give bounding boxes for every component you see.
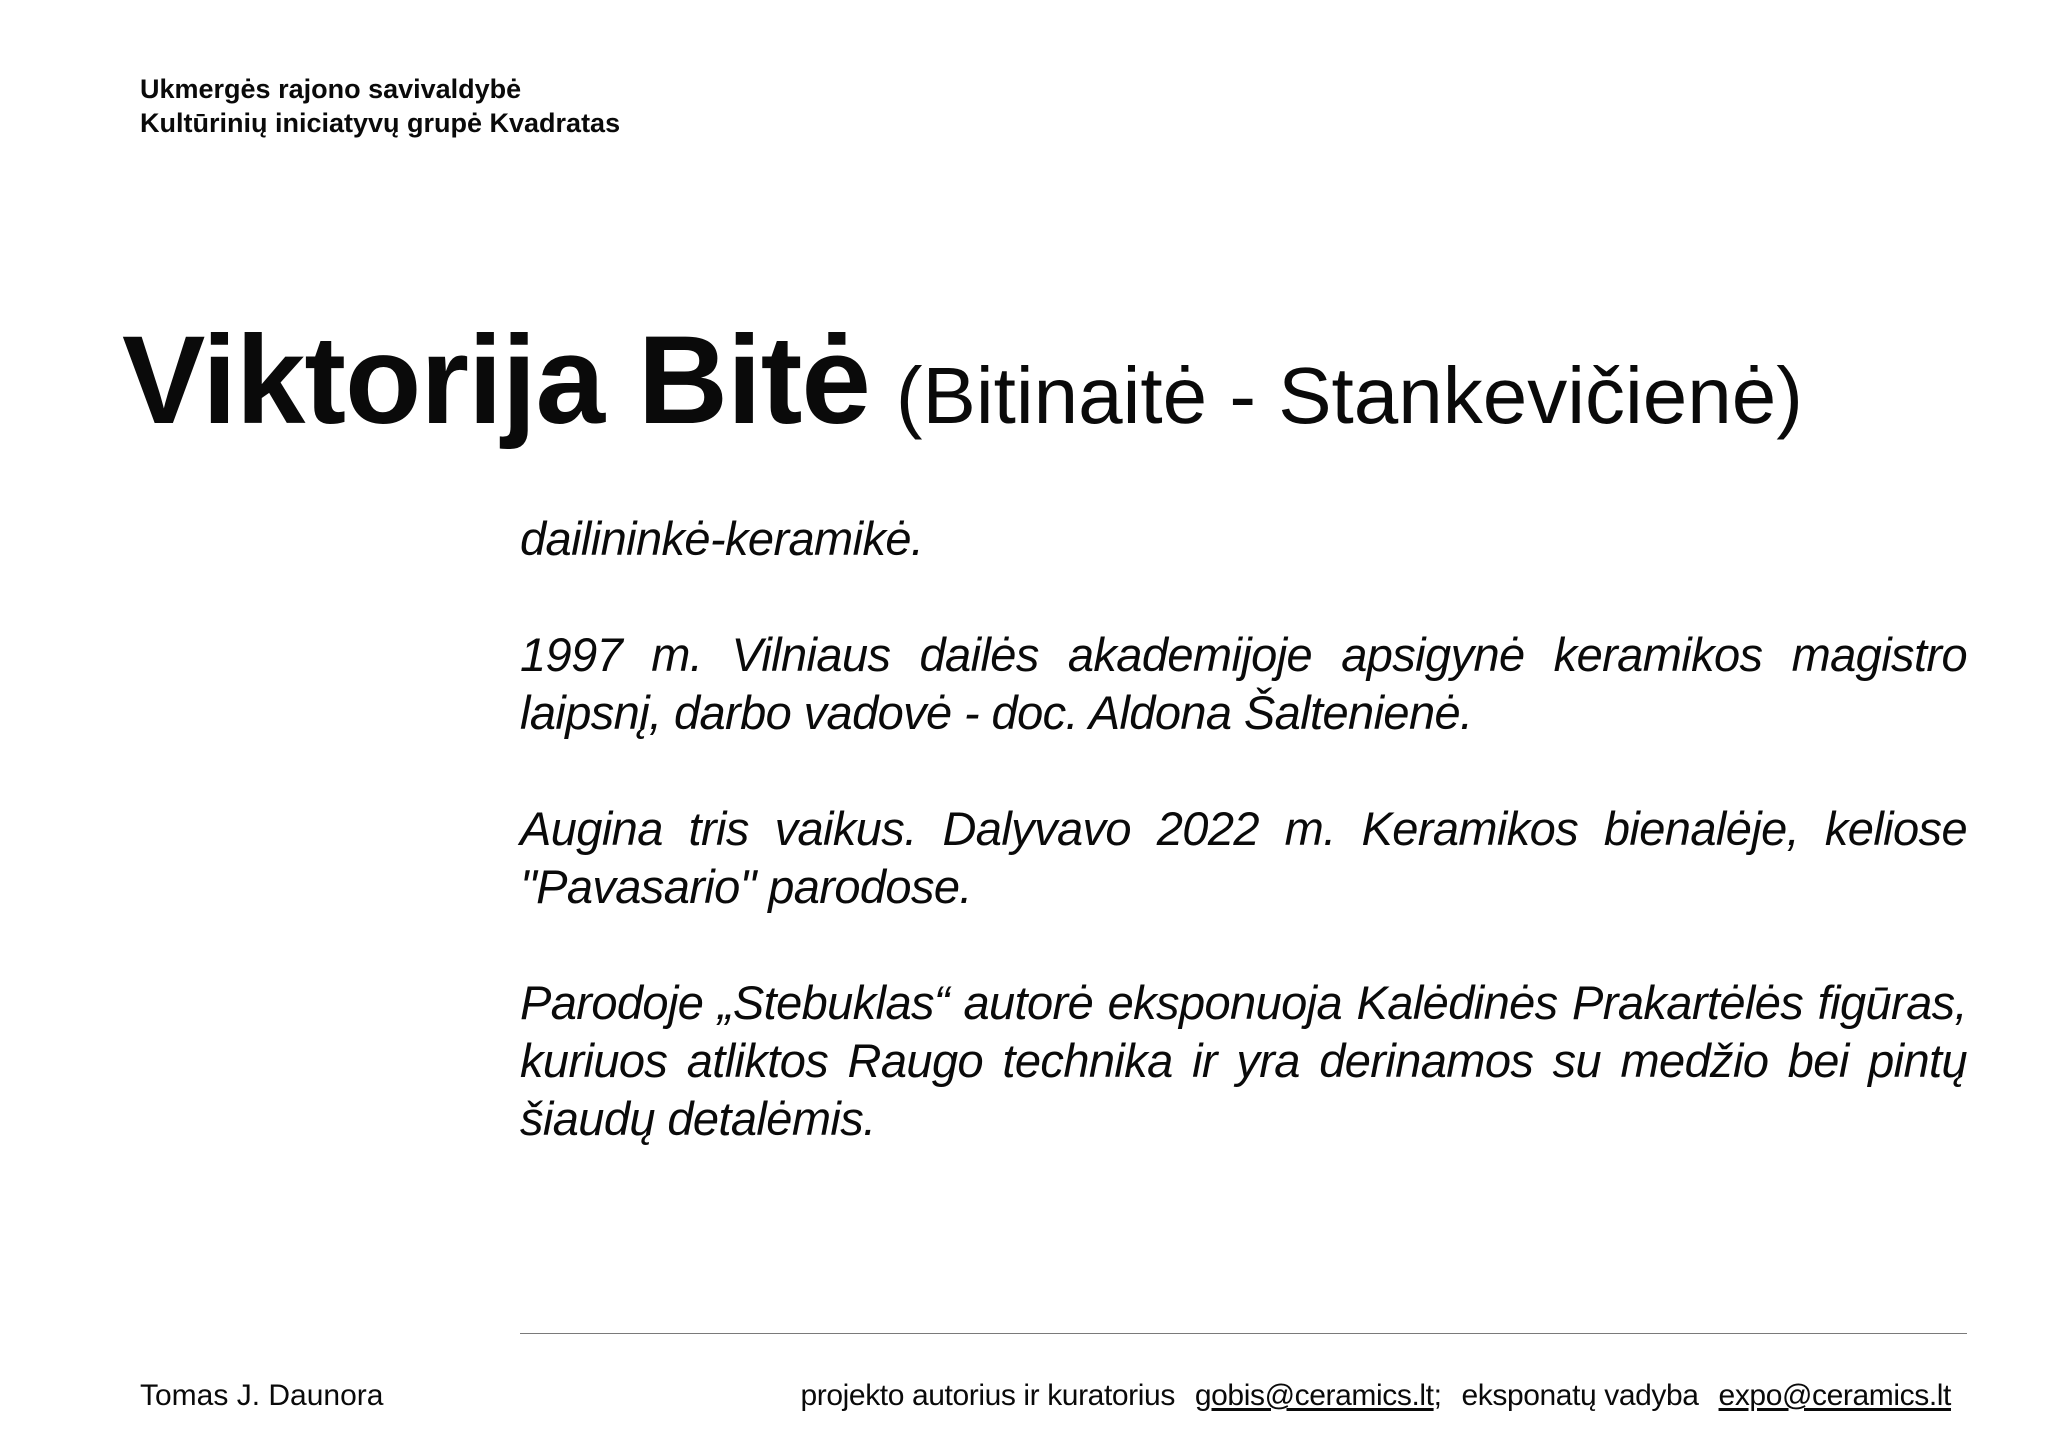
organization-header bbox=[140, 72, 620, 140]
artist-maiden-name: (Bitinaitė - Stankevičienė) bbox=[895, 351, 1803, 440]
curator-label: projekto autorius ir kuratorius bbox=[800, 1379, 1175, 1412]
organization-line-1: Ukmergės rajono savivaldybė bbox=[140, 74, 522, 104]
bio-paragraph-exhibition-works: Parodoje „Stebuklas“ autorė eksponuoja Kalėdinės Prakartėlės figūras, kuriuos atliktos Raugo technika ir yra derinamos su medžio bei pintų šiaudų detalėmis. bbox=[520, 976, 1967, 1145]
bio-paragraph-family-exhibitions: Augina tris vaikus. Dalyvavo 2022 m. Keramikos bienalėje, keliose "Pavasario" parodose. bbox=[520, 802, 1967, 913]
curator-email-link[interactable]: gobis@ceramics.lt bbox=[1194, 1379, 1434, 1412]
artist-title bbox=[122, 311, 1803, 450]
credits-separator: ; bbox=[1433, 1379, 1442, 1412]
footer-divider bbox=[520, 1333, 1967, 1334]
organization-line-2: Kultūrinių iniciatyvų grupė Kvadratas bbox=[140, 108, 621, 138]
footer-author-name: Tomas J. Daunora bbox=[140, 1379, 384, 1412]
bio-paragraph-education: 1997 m. Vilniaus dailės akademijoje apsigynė keramikos magistro laipsnį, darbo vadovė - doc. Aldona Šaltenienė. bbox=[520, 628, 1967, 739]
exhibits-label: eksponatų vadyba bbox=[1461, 1379, 1699, 1412]
footer-credits bbox=[800, 1379, 1951, 1413]
artist-bio bbox=[520, 510, 1967, 1206]
exhibits-email-link[interactable]: expo@ceramics.lt bbox=[1718, 1379, 1951, 1412]
bio-paragraph-profession: dailininkė-keramikė. bbox=[520, 512, 924, 565]
artist-name: Viktorija Bitė bbox=[122, 311, 870, 450]
